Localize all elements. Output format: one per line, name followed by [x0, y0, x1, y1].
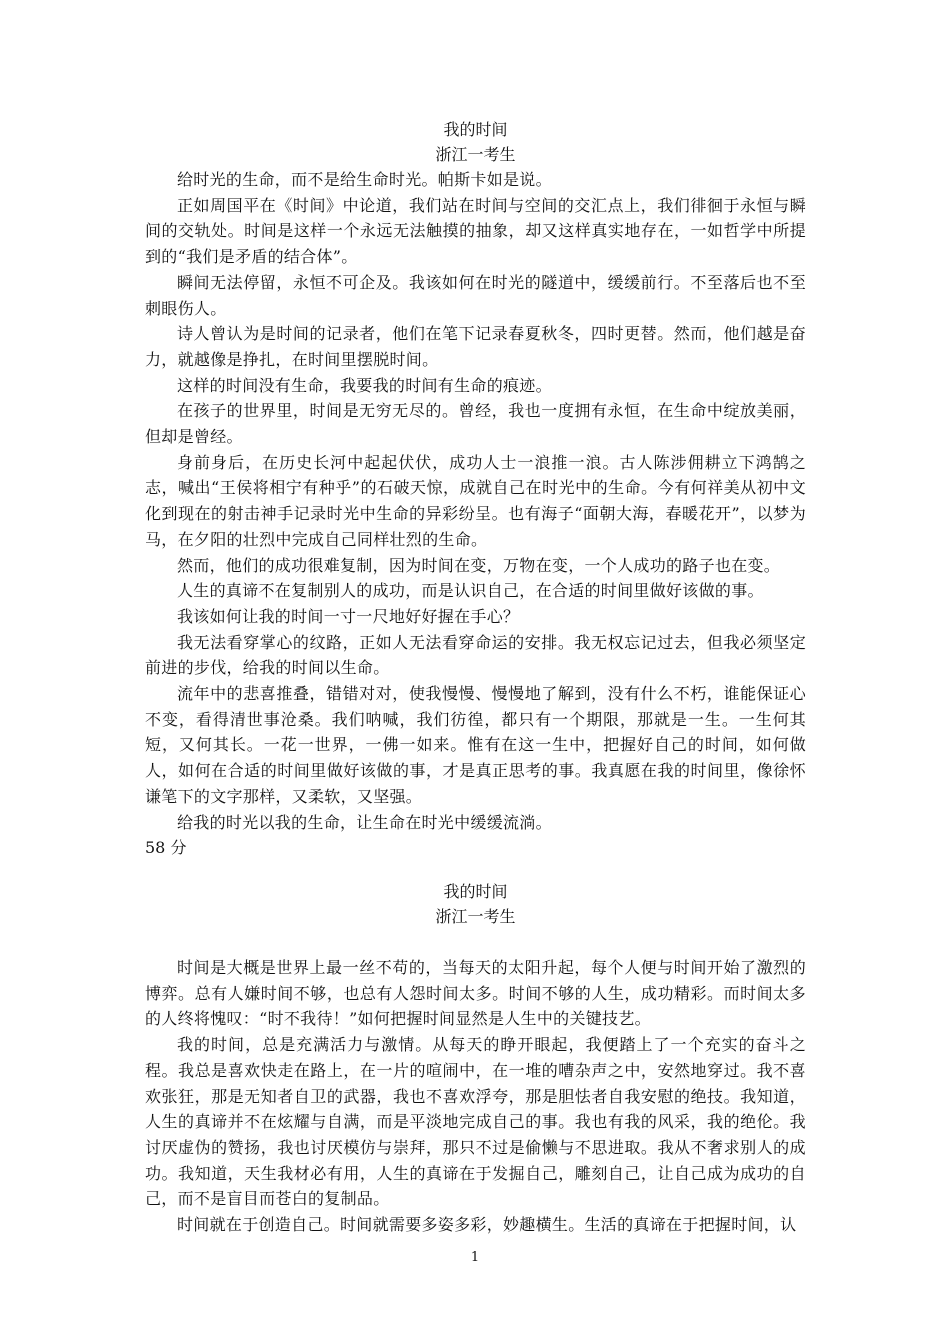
essay-2-paragraph: 时间就在于创造自己。时间就需要多姿多彩，妙趣横生。生活的真谛在于把握时间，认	[177, 1215, 797, 1235]
essay-1-paragraph: 然而，他们的成功很难复制，因为时间在变，万物在变，一个人成功的路子也在变。	[177, 555, 781, 575]
essay-2-body	[145, 955, 806, 1238]
essay-1-score: 58 分	[145, 838, 187, 858]
essay-1-paragraph: 诗人曾认为是时间的记录者，他们在笔下记录春夏秋冬，四时更替。然而，他们越是奋力，就越像是挣扎，在时间里摆脱时间。	[145, 324, 806, 369]
essay-2-title: 我的时间	[443, 881, 508, 901]
essay-1-author: 浙江一考生	[435, 145, 516, 164]
essay-1-paragraph: 瞬间无法停留，永恒不可企及。我该如何在时光的隧道中，缓缓前行。不至落后也不至刺眼伤人。	[145, 272, 806, 318]
section-spacer	[145, 929, 806, 955]
essay-1-paragraph: 我无法看穿掌心的纹路，正如人无法看穿命运的安排。我无权忘记过去，但我必须坚定前进的步伐，给我的时间以生命。	[145, 632, 806, 678]
essay-1-paragraph: 给我的时光以我的生命，让生命在时光中缓缓流淌。	[177, 812, 552, 832]
section-spacer	[145, 861, 806, 879]
essay-1-paragraph: 人生的真谛不在复制别人的成功，而是认识自己，在合适的时间里做好该做的事。	[177, 581, 764, 601]
essay-1-paragraph: 流年中的悲喜推叠，错错对对，使我慢慢、慢慢地了解到，没有什么不朽，谁能保证心不变，看得清世事沧桑。我们呐喊，我们彷徨，都只有一个期限，那就是一生。一生何其短，又何其长。一花一世界，一佛一如来。惟有在这一生中，把握好自己的时间，如何做人，如何在合适的时间里做好该做的事，才是真正思考的事。我真愿在我的时间里，像徐怀谦笔下的文字那样，又柔软，又坚强。	[145, 684, 806, 806]
essay-1-paragraph: 身前身后，在历史长河中起起伏伏，成功人士一浪推一浪。古人陈涉佣耕立下鸿鹄之志，喊出“王侯将相宁有种乎”的石破天惊，成就自己在时光中的生命。今有何祥美从初中文化到现在的射击神手记录时光中生命的异彩纷呈。也有海子“面朝大海，春暖花开”，以梦为马，在夕阳的壮烈中完成自己同样壮烈的生命。	[145, 452, 806, 549]
essay-1-paragraph: 正如周国平在《时间》中论道，我们站在时间与空间的交汇点上，我们徘徊于永恒与瞬间的交轨处。时间是这样一个永远无法触摸的抽象，却又这样真实地存在，一如哲学中所提到的“我们是矛盾的结合体”。	[145, 195, 806, 267]
essay-1-paragraph: 这样的时间没有生命，我要我的时间有生命的痕迹。	[177, 375, 552, 395]
essay-1-title: 我的时间	[443, 120, 508, 139]
essay-2-paragraph: 我的时间，总是充满活力与激情。从每天的睁开眼起，我便踏上了一个充实的奋斗之程。我总是喜欢快走在路上，在一片的喧闹中，在一堆的嘈杂声之中，安然地穿过。我不喜欢张狂，那是无知者自卫的武器，我也不喜欢浮夸，那是胆怯者自我安慰的绝技。我知道，人生的真谛并不在炫耀与自满，而是平淡地完成自己的事。我也有我的风采，我的绝伦。我讨厌虚伪的赞扬，我也讨厌模仿与崇拜，那只不过是偷懒与不思进取。我从不奢求别人的成功。我知道，天生我材必有用，人生的真谛在于发掘自己，雕刻自己，让自己成为成功的自己，而不是盲目而苍白的复制品。	[145, 1035, 806, 1209]
essay-1-paragraph: 给时光的生命，而不是给生命时光。帕斯卡如是说。	[177, 170, 552, 189]
essay-1-paragraph: 我该如何让我的时间一寸一尺地好好握在手心？	[177, 606, 520, 626]
page-number: 1	[470, 1250, 480, 1265]
essay-1-body	[145, 167, 806, 835]
document-page	[145, 117, 806, 1238]
essay-2-author: 浙江一考生	[435, 906, 516, 926]
essay-2-paragraph: 时间是大概是世界上最一丝不苟的，当每天的太阳升起，每个人便与时间开始了激烈的博弈。总有人嫌时间不够，也总有人怨时间太多。时间不够的人生，成功精彩。而时间太多的人终将愧叹：“时不我待！”如何把握时间显然是人生中的关键技艺。	[145, 957, 806, 1029]
essay-1-paragraph: 在孩子的世界里，时间是无穷无尽的。曾经，我也一度拥有永恒，在生命中绽放美丽，但却是曾经。	[145, 401, 806, 447]
